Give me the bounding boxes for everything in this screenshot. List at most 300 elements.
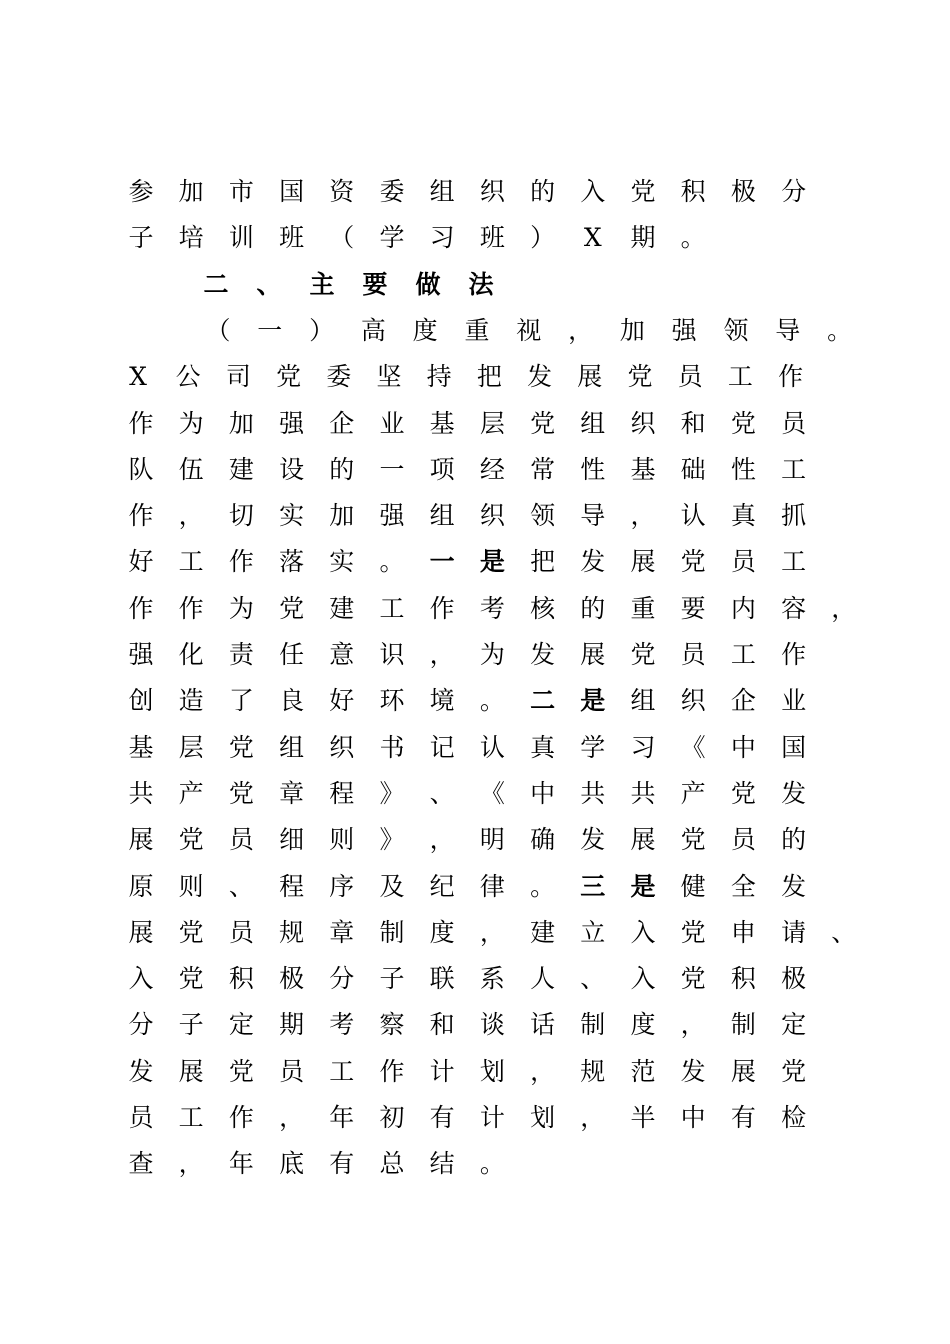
line-char: 入 — [580, 177, 606, 206]
line-char: 共 — [580, 778, 606, 808]
paragraph-line — [0, 820, 950, 866]
line-char: 全 — [730, 871, 756, 901]
line-char: 工 — [781, 547, 807, 577]
line-char: 、 — [580, 964, 606, 994]
line-char: 发 — [527, 362, 553, 392]
line-char: 坚 — [376, 362, 402, 392]
line-char: 展 — [580, 640, 606, 669]
line-char: 极 — [730, 177, 756, 206]
line-char: 核 — [530, 593, 556, 623]
line-char: 织 — [680, 686, 706, 716]
line-char: 计 — [479, 1103, 505, 1132]
line-char: 性 — [730, 454, 756, 484]
line-char: 展 — [128, 917, 154, 947]
line-char: 培 — [178, 223, 204, 253]
line-char: 司 — [225, 362, 251, 392]
line-char: 党 — [680, 825, 706, 855]
line-char: 序 — [329, 871, 355, 901]
line-char: 章 — [279, 778, 305, 808]
line-char: 企 — [730, 686, 756, 716]
line-char: 好 — [128, 547, 154, 577]
line-char: 班 — [279, 223, 305, 253]
line-char: 参 — [128, 177, 154, 206]
line-char: 织 — [329, 732, 355, 762]
line-char: 学 — [580, 732, 606, 762]
line-char: 积 — [680, 177, 706, 206]
line-char: 要 — [362, 269, 388, 299]
line-char: 一 — [257, 315, 283, 345]
line-char: 重 — [630, 593, 656, 623]
line-char: 持 — [426, 362, 452, 392]
line-char: 发 — [781, 778, 807, 808]
line-char: 分 — [329, 964, 355, 994]
line-char: 。 — [379, 547, 405, 577]
line-char: 一 — [429, 547, 455, 577]
line-char: 了 — [228, 686, 254, 716]
line-char: 申 — [730, 917, 756, 947]
line-char: 中 — [530, 778, 556, 808]
line-char: ） — [530, 223, 556, 253]
paragraph-line — [0, 357, 950, 403]
line-char: 的 — [781, 825, 807, 855]
paragraph-line — [0, 635, 950, 681]
line-char: 党 — [730, 778, 756, 808]
line-char: 内 — [730, 593, 756, 623]
paragraph-line — [0, 172, 950, 218]
line-char: 性 — [580, 454, 606, 484]
paragraph-line — [0, 589, 950, 635]
line-char: 训 — [228, 223, 254, 253]
line-char: 层 — [178, 732, 204, 762]
line-char: 作 — [781, 640, 807, 669]
line-char: 为 — [228, 593, 254, 623]
line-char: 有 — [429, 1103, 455, 1132]
line-char: 加 — [329, 501, 355, 531]
line-char: 基 — [128, 732, 154, 762]
line-char: 加 — [619, 315, 645, 345]
line-char: 划 — [530, 1103, 556, 1132]
line-char: 环 — [379, 686, 405, 716]
line-char: 党 — [730, 408, 756, 438]
line-char: 党 — [630, 177, 656, 206]
line-char: 化 — [178, 640, 204, 669]
line-char: 是 — [479, 547, 505, 577]
line-char: 《 — [479, 778, 505, 808]
line-char: 工 — [329, 1056, 355, 1086]
line-char: 员 — [677, 362, 703, 392]
paragraph-line — [0, 218, 950, 264]
paragraph-line — [0, 450, 950, 496]
line-char: 发 — [781, 871, 807, 901]
line-char: 员 — [228, 825, 254, 855]
line-char: 学 — [379, 223, 405, 253]
line-char: 察 — [379, 1010, 405, 1040]
line-char: 党 — [228, 1056, 254, 1086]
line-char: 人 — [530, 964, 556, 994]
line-char: 作 — [178, 593, 204, 623]
line-char: 记 — [429, 732, 455, 762]
line-char: 发 — [128, 1056, 154, 1086]
line-char: 联 — [429, 964, 455, 994]
line-char: 及 — [379, 871, 405, 901]
line-char: 业 — [379, 408, 405, 438]
line-char: 层 — [479, 408, 505, 438]
paragraph-line — [0, 867, 950, 913]
line-char: 主 — [309, 269, 335, 299]
line-char: 领 — [530, 501, 556, 531]
line-char: 做 — [415, 269, 441, 299]
line-char: 期 — [279, 1010, 305, 1040]
line-char: 强 — [671, 315, 697, 345]
line-char: 作 — [429, 593, 455, 623]
line-char: 书 — [379, 732, 405, 762]
line-char: 确 — [530, 825, 556, 855]
line-char: 请 — [781, 917, 807, 947]
line-char: 习 — [429, 223, 455, 253]
line-char: 织 — [630, 408, 656, 438]
line-char: 共 — [630, 778, 656, 808]
line-char: 把 — [476, 362, 502, 392]
line-char: 任 — [279, 640, 305, 669]
line-char: 实 — [329, 547, 355, 577]
line-char: ， — [178, 1149, 204, 1179]
line-char: 要 — [680, 593, 706, 623]
line-char: 为 — [479, 640, 505, 669]
line-char: 、 — [228, 871, 254, 901]
line-char: 考 — [479, 593, 505, 623]
line-char: 党 — [530, 408, 556, 438]
line-char: 系 — [479, 964, 505, 994]
line-char: 项 — [429, 454, 455, 484]
line-char: ） — [309, 315, 335, 345]
line-char: 好 — [329, 686, 355, 716]
line-char: ， — [429, 640, 455, 669]
line-char: 党 — [276, 362, 302, 392]
line-char: 二 — [203, 269, 229, 299]
line-char: 作 — [128, 408, 154, 438]
line-char: 党 — [279, 593, 305, 623]
line-char: 分 — [781, 177, 807, 206]
line-char: 员 — [228, 917, 254, 947]
line-char: 领 — [723, 315, 749, 345]
line-char: 真 — [730, 501, 756, 531]
line-char: 检 — [781, 1103, 807, 1132]
line-char: （ — [205, 315, 231, 345]
line-char: 础 — [680, 454, 706, 484]
line-char: 入 — [128, 964, 154, 994]
line-char: 、 — [831, 917, 857, 947]
line-char: 明 — [479, 825, 505, 855]
paragraph-line — [0, 404, 950, 450]
line-char: 、 — [256, 269, 282, 299]
line-char: 则 — [329, 825, 355, 855]
line-char: 的 — [530, 177, 556, 206]
paragraph-line — [0, 959, 950, 1005]
section-heading — [0, 265, 950, 311]
line-char: 队 — [128, 454, 154, 484]
line-char: 程 — [329, 778, 355, 808]
line-char: 组 — [630, 686, 656, 716]
line-char: 》 — [379, 778, 405, 808]
line-char: ， — [178, 501, 204, 531]
line-char: 员 — [781, 408, 807, 438]
line-char: 结 — [429, 1149, 455, 1179]
line-char: 工 — [781, 454, 807, 484]
line-char: 组 — [429, 177, 455, 206]
line-char: 作 — [128, 593, 154, 623]
paragraph-line — [0, 311, 950, 357]
line-char: 初 — [379, 1103, 405, 1132]
line-char: 党 — [781, 1056, 807, 1086]
line-char: 工 — [730, 640, 756, 669]
line-char: 识 — [379, 640, 405, 669]
line-char: 中 — [730, 732, 756, 762]
line-char: 发 — [580, 547, 606, 577]
line-char: 员 — [279, 1056, 305, 1086]
line-char: 展 — [128, 825, 154, 855]
line-char: 基 — [630, 454, 656, 484]
line-char: （ — [329, 223, 355, 253]
line-char: 制 — [379, 917, 405, 947]
paragraph-line — [0, 774, 950, 820]
line-char: 考 — [329, 1010, 355, 1040]
paragraph-line — [0, 496, 950, 542]
line-char: 展 — [178, 1056, 204, 1086]
line-char: 经 — [479, 454, 505, 484]
paragraph-line — [0, 1005, 950, 1051]
line-char: 度 — [412, 315, 438, 345]
line-char: 导 — [775, 315, 801, 345]
paragraph-line — [0, 728, 950, 774]
line-char: 立 — [580, 917, 606, 947]
line-char: 党 — [228, 732, 254, 762]
line-char: 发 — [680, 1056, 706, 1086]
line-char: 法 — [468, 269, 494, 299]
line-char: 共 — [128, 778, 154, 808]
line-char: 入 — [630, 917, 656, 947]
line-char: 班 — [479, 223, 505, 253]
line-char: 强 — [379, 501, 405, 531]
line-char: 则 — [178, 871, 204, 901]
line-char: 《 — [680, 732, 706, 762]
line-char: 作 — [128, 501, 154, 531]
paragraph-line — [0, 1144, 950, 1190]
line-char: 织 — [479, 501, 505, 531]
line-char: 的 — [329, 454, 355, 484]
line-char: 把 — [530, 547, 556, 577]
line-char: 党 — [680, 917, 706, 947]
line-char: 分 — [128, 1010, 154, 1040]
line-char: 切 — [228, 501, 254, 531]
line-char: 一 — [379, 454, 405, 484]
line-char: 容 — [781, 593, 807, 623]
line-char: 建 — [228, 454, 254, 484]
line-char: 创 — [128, 686, 154, 716]
line-char: 作 — [228, 547, 254, 577]
line-char: 资 — [329, 177, 355, 206]
line-char: 三 — [580, 871, 606, 901]
line-char: 章 — [329, 917, 355, 947]
line-char: 员 — [128, 1103, 154, 1132]
line-char: 积 — [730, 964, 756, 994]
line-char: 。 — [479, 686, 505, 716]
line-char: 子 — [178, 1010, 204, 1040]
line-char: 党 — [178, 917, 204, 947]
line-char: 业 — [781, 686, 807, 716]
line-char: ， — [429, 825, 455, 855]
line-char: 工 — [379, 593, 405, 623]
line-char: 委 — [379, 177, 405, 206]
line-char: 员 — [730, 547, 756, 577]
line-char: 高 — [360, 315, 386, 345]
line-char: 极 — [279, 964, 305, 994]
line-char: 产 — [178, 778, 204, 808]
paragraph-line — [0, 1098, 950, 1144]
line-char: 作 — [228, 1103, 254, 1132]
line-char: 重 — [464, 315, 490, 345]
line-char: 加 — [228, 408, 254, 438]
line-char: 细 — [279, 825, 305, 855]
line-char: 和 — [429, 1010, 455, 1040]
line-char: 为 — [178, 408, 204, 438]
line-char: 委 — [326, 362, 352, 392]
line-char: 制 — [730, 1010, 756, 1040]
line-char: 子 — [379, 964, 405, 994]
paragraph-line — [0, 681, 950, 727]
line-char: 工 — [178, 547, 204, 577]
line-char: 强 — [279, 408, 305, 438]
line-char: ， — [630, 501, 656, 531]
line-char: 半 — [630, 1103, 656, 1132]
line-char: 。 — [827, 315, 853, 345]
line-char: 展 — [630, 547, 656, 577]
line-char: ， — [530, 1056, 556, 1086]
line-char: 有 — [730, 1103, 756, 1132]
line-char: ， — [568, 315, 594, 345]
line-char: 常 — [530, 454, 556, 484]
line-char: 国 — [279, 177, 305, 206]
line-char: 强 — [128, 640, 154, 669]
line-char: 总 — [379, 1149, 405, 1179]
line-char: 度 — [630, 1010, 656, 1040]
line-char: 展 — [630, 825, 656, 855]
line-char: 加 — [178, 177, 204, 206]
line-char: ， — [279, 1103, 305, 1132]
paragraph-line — [0, 913, 950, 959]
line-char: 期 — [630, 223, 656, 253]
line-char: 二 — [530, 686, 556, 716]
line-char: ， — [479, 917, 505, 947]
line-char: 实 — [279, 501, 305, 531]
line-char: 入 — [630, 964, 656, 994]
line-char: 、 — [429, 778, 455, 808]
line-char: 制 — [580, 1010, 606, 1040]
paragraph-line — [0, 542, 950, 588]
line-char: 视 — [516, 315, 542, 345]
line-char: 计 — [429, 1056, 455, 1086]
line-char: 建 — [530, 917, 556, 947]
line-char: 国 — [781, 732, 807, 762]
line-char: 作 — [778, 362, 804, 392]
line-char: 健 — [680, 871, 706, 901]
line-char: 组 — [429, 501, 455, 531]
line-char: 员 — [730, 825, 756, 855]
line-char: 党 — [680, 964, 706, 994]
line-char: 积 — [228, 964, 254, 994]
line-char: 。 — [530, 871, 556, 901]
line-char: 党 — [228, 778, 254, 808]
line-char: ， — [831, 593, 857, 623]
line-char: 党 — [630, 640, 656, 669]
line-char: 市 — [228, 177, 254, 206]
line-char: 规 — [279, 917, 305, 947]
line-char: 年 — [228, 1149, 254, 1179]
line-char: 和 — [680, 408, 706, 438]
line-char: 造 — [178, 686, 204, 716]
line-char: 有 — [329, 1149, 355, 1179]
line-char: 意 — [329, 640, 355, 669]
line-char: 展 — [577, 362, 603, 392]
line-char: 范 — [630, 1056, 656, 1086]
line-char: 展 — [730, 1056, 756, 1086]
line-char: 责 — [228, 640, 254, 669]
line-char: 基 — [429, 408, 455, 438]
line-char: 划 — [479, 1056, 505, 1086]
line-char: 律 — [479, 871, 505, 901]
line-char: 伍 — [178, 454, 204, 484]
line-char: 良 — [279, 686, 305, 716]
line-char: 定 — [781, 1010, 807, 1040]
line-char: X — [129, 362, 147, 392]
line-char: 话 — [530, 1010, 556, 1040]
line-char: 底 — [279, 1149, 305, 1179]
line-char: 认 — [680, 501, 706, 531]
line-char: 认 — [479, 732, 505, 762]
line-char: 纪 — [429, 871, 455, 901]
line-char: 党 — [627, 362, 653, 392]
line-char: 是 — [630, 871, 656, 901]
line-char: 定 — [228, 1010, 254, 1040]
line-char: 抓 — [781, 501, 807, 531]
line-char: 发 — [580, 825, 606, 855]
line-char: 习 — [630, 732, 656, 762]
line-char: 原 — [128, 871, 154, 901]
line-char: 企 — [329, 408, 355, 438]
line-char: X — [583, 223, 602, 253]
line-char: 织 — [479, 177, 505, 206]
line-char: 产 — [680, 778, 706, 808]
line-char: 中 — [680, 1103, 706, 1132]
line-char: 导 — [580, 501, 606, 531]
line-char: 程 — [279, 871, 305, 901]
line-char: 度 — [429, 917, 455, 947]
line-char: ， — [580, 1103, 606, 1132]
line-char: 工 — [178, 1103, 204, 1132]
line-char: 组 — [279, 732, 305, 762]
line-char: 组 — [580, 408, 606, 438]
line-char: 。 — [680, 223, 706, 253]
line-char: 发 — [530, 640, 556, 669]
line-char: 落 — [279, 547, 305, 577]
line-char: 党 — [178, 825, 204, 855]
line-char: 谈 — [479, 1010, 505, 1040]
line-char: 员 — [680, 640, 706, 669]
line-char: 党 — [178, 964, 204, 994]
line-char: 党 — [680, 547, 706, 577]
line-char: 子 — [128, 223, 154, 253]
line-char: 真 — [530, 732, 556, 762]
paragraph-line — [0, 1052, 950, 1098]
